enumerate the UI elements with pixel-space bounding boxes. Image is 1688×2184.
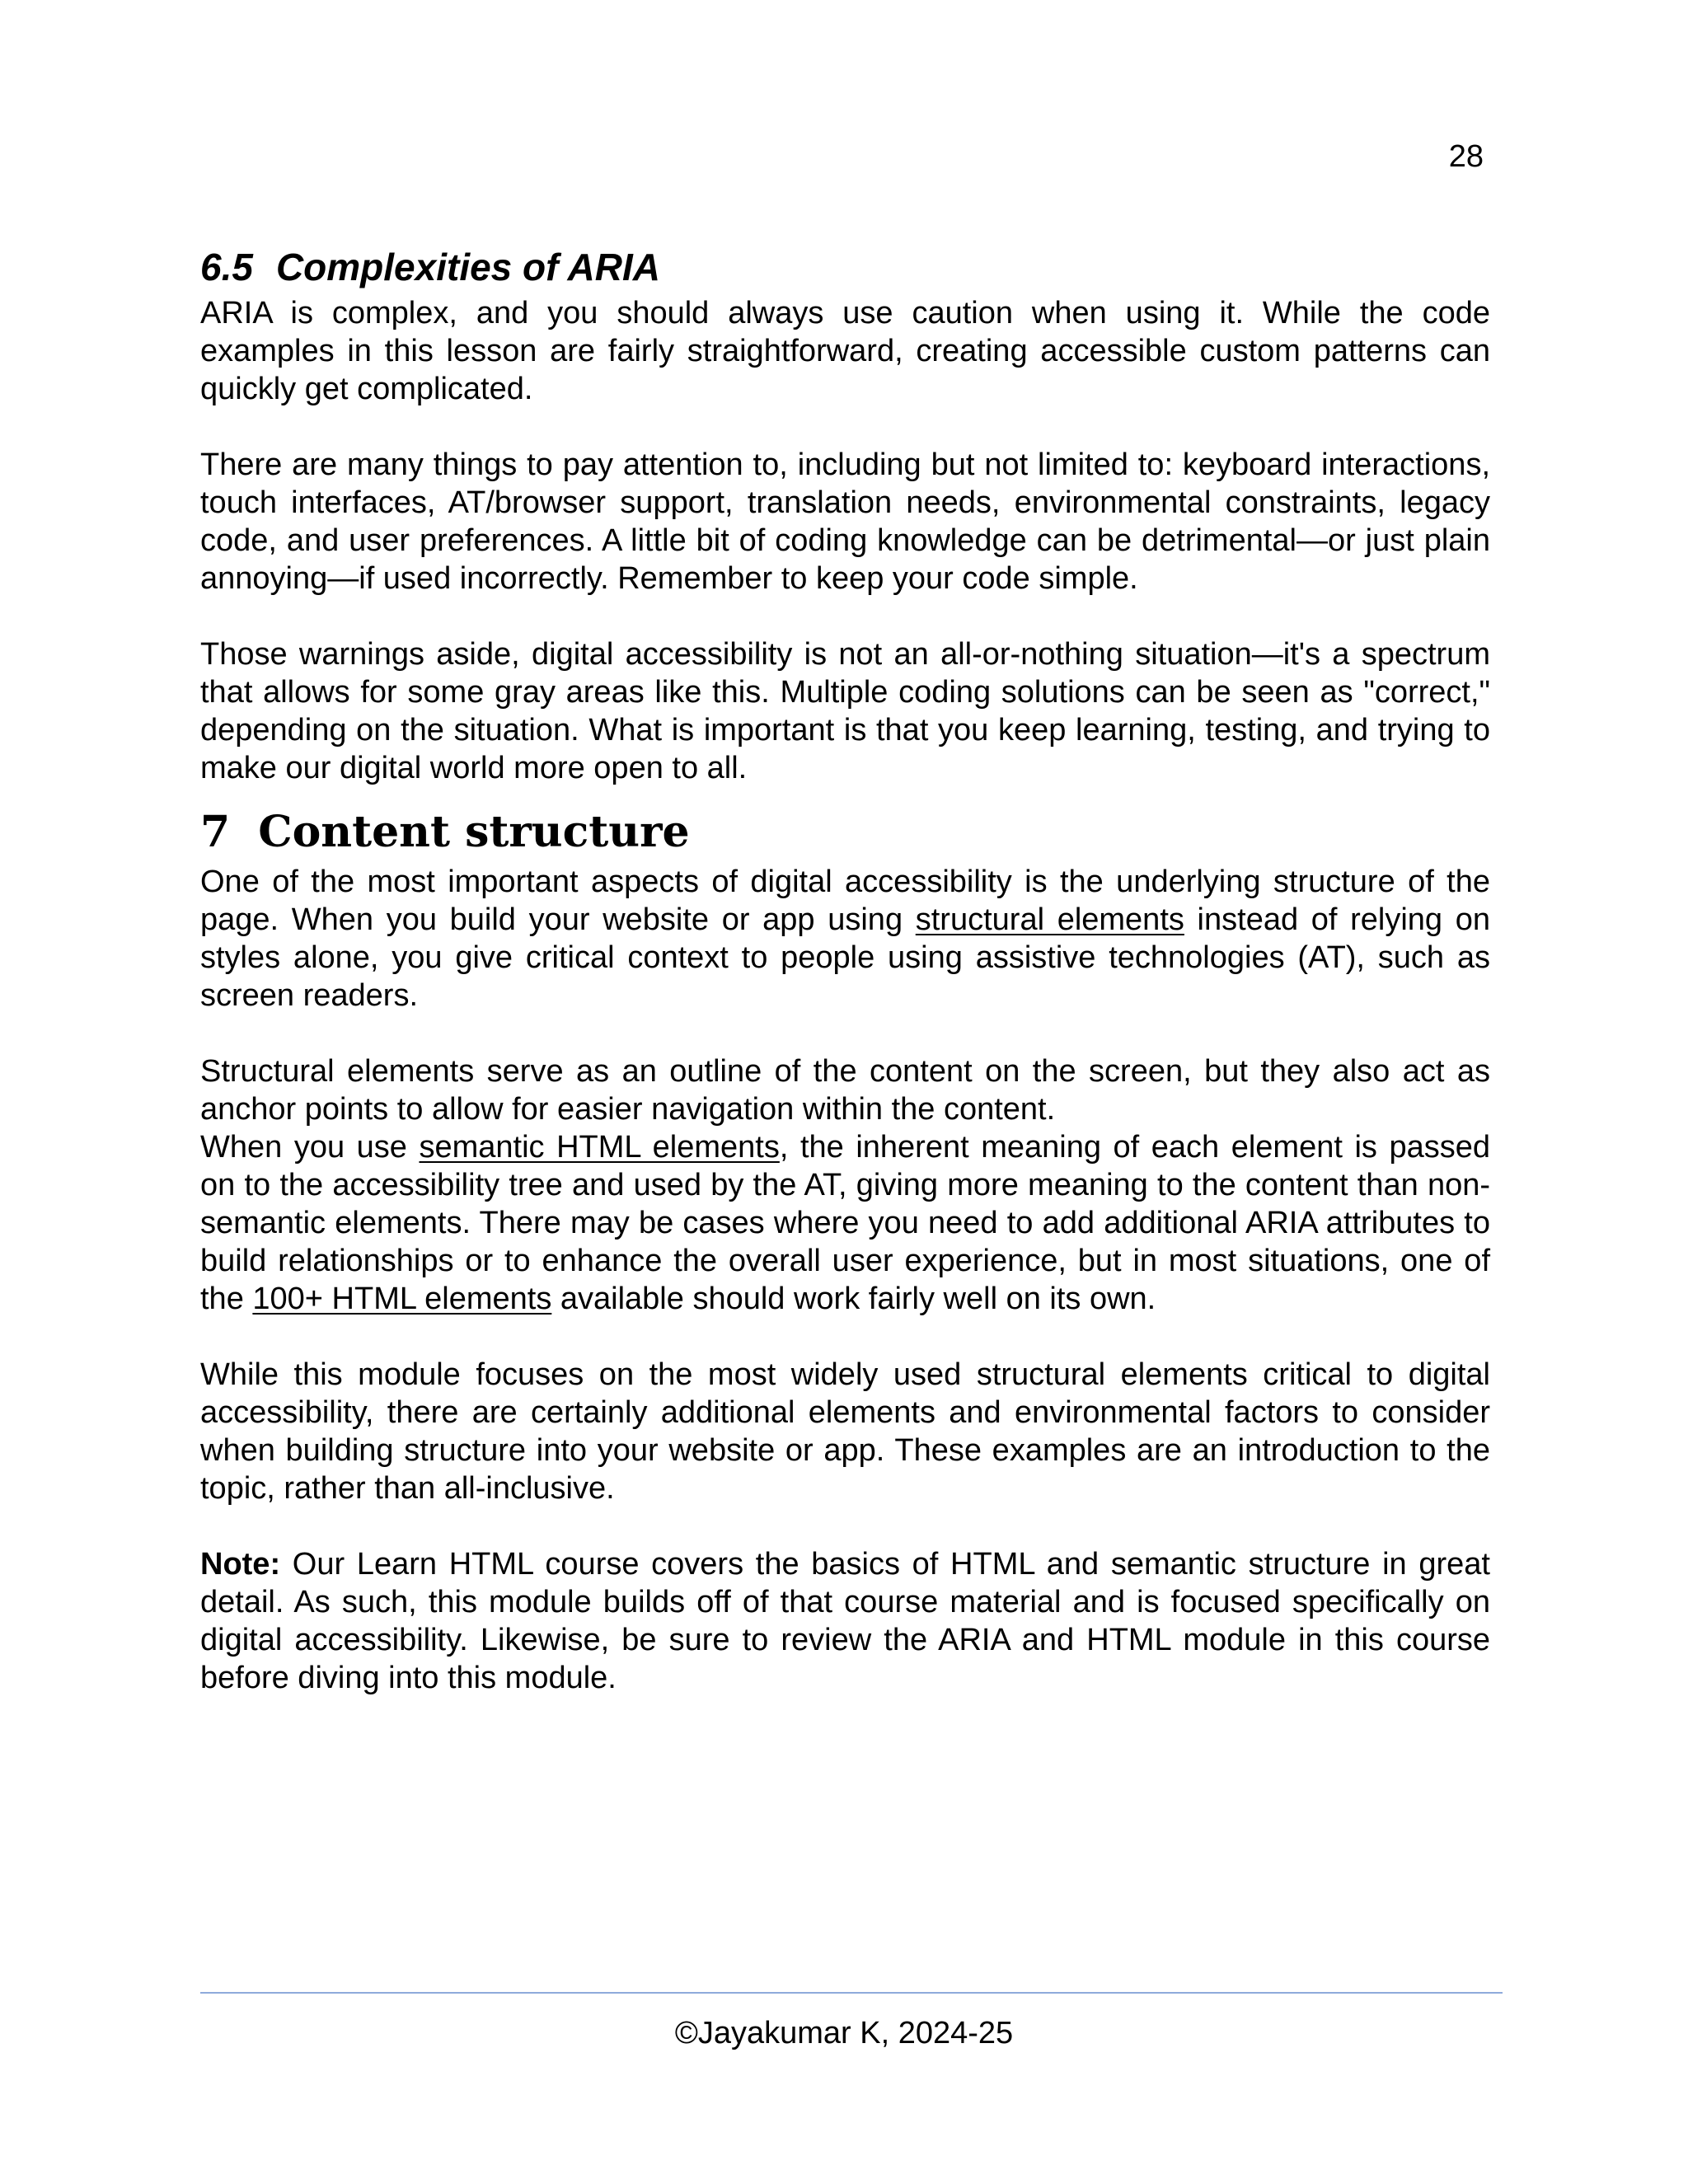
html-elements-link[interactable]: 100+ HTML elements [252, 1282, 552, 1316]
section-7-p1-text-b: instead of relying on styles alone, you give critical context to people using assistive technologies (AT), such as screen readers. [200, 902, 1491, 1013]
footer-divider [200, 1992, 1503, 1994]
section-6-5-paragraph-2: There are many things to pay attention to, including but not limited to: keyboard interactions, touch interfaces, AT/browser support, translation needs, environmental constraints, legacy code, and user preferences. A little bit of coding knowledge can be detrimental—or just plain annoying—if used incorrectly. Remember to keep your code simple. [200, 448, 1490, 596]
section-7-p1-text-a: One of the most important aspects of digital accessibility is the underlying structure of the page. When you build your website or app using [200, 865, 1490, 937]
semantic-html-elements-link[interactable]: semantic HTML elements [419, 1130, 780, 1165]
note-label: Note: [200, 1547, 281, 1582]
section-7-p3-text-b: , the inherent meaning of each element is passed on to the accessibility tree and used by the AT, giving more meaning to the content than non-semantic elements. There may be cases where you need to add additional ARIA attributes to build relationships or to enhance the overall user experience, but in most situations, one of the [200, 1130, 1490, 1316]
section-6-5-paragraph-1: ARIA is complex, and you should always use caution when using it. While the code examples in this lesson are fairly straightforward, creating accessible custom patterns can quickly get complicated. [200, 296, 1490, 406]
section-7-heading [200, 805, 1490, 860]
page-number: 28 [1448, 139, 1484, 174]
section-7-paragraph-2: Structural elements serve as an outline of the content on the screen, but they also act as anchor points to allow for easier navigation within the content. [200, 1054, 1490, 1127]
section-7-p3-text-a: When you use [200, 1130, 420, 1165]
section-7-paragraph-4: While this module focuses on the most widely used structural elements critical to digital accessibility, there are certainly additional elements and environmental factors to consider when building structure into your website or app. These examples are an introduction to the topic, rather than all-inclusive. [200, 1357, 1490, 1506]
section-6-5-paragraph-3: Those warnings aside, digital accessibility is not an all-or-nothing situation—it's a spectrum that allows for some gray areas like this. Multiple coding solutions can be seen as "correct," depending on the situation. What is important is that you keep learning, testing, and trying to make our digital world more open to all. [200, 637, 1490, 785]
note-paragraph [200, 1545, 1490, 1697]
section-6-5-heading [200, 243, 1490, 291]
note-text: Our Learn HTML course covers the basics of HTML and semantic structure in great detail. As such, this module builds off of that course material and is focused specifically on digital accessibility. Likewise, be sure to review the ARIA and HTML module in this course before diving into this module. [200, 1547, 1490, 1695]
section-7-paragraph-3 [200, 1128, 1490, 1318]
structural-elements-link[interactable]: structural elements [915, 902, 1184, 937]
section-7-title: Content structure [258, 807, 690, 857]
section-7-paragraph-1 [200, 863, 1490, 1015]
footer-copyright: ©Jayakumar K, 2024-25 [674, 2016, 1014, 2050]
section-7-number: 7 [200, 807, 231, 857]
section-6-5-number: 6.5 [200, 246, 253, 288]
page-content [200, 243, 1490, 1697]
section-6-5-title: Complexities of ARIA [275, 246, 660, 288]
section-7-p3-text-c: available should work fairly well on its own. [551, 1282, 1156, 1316]
